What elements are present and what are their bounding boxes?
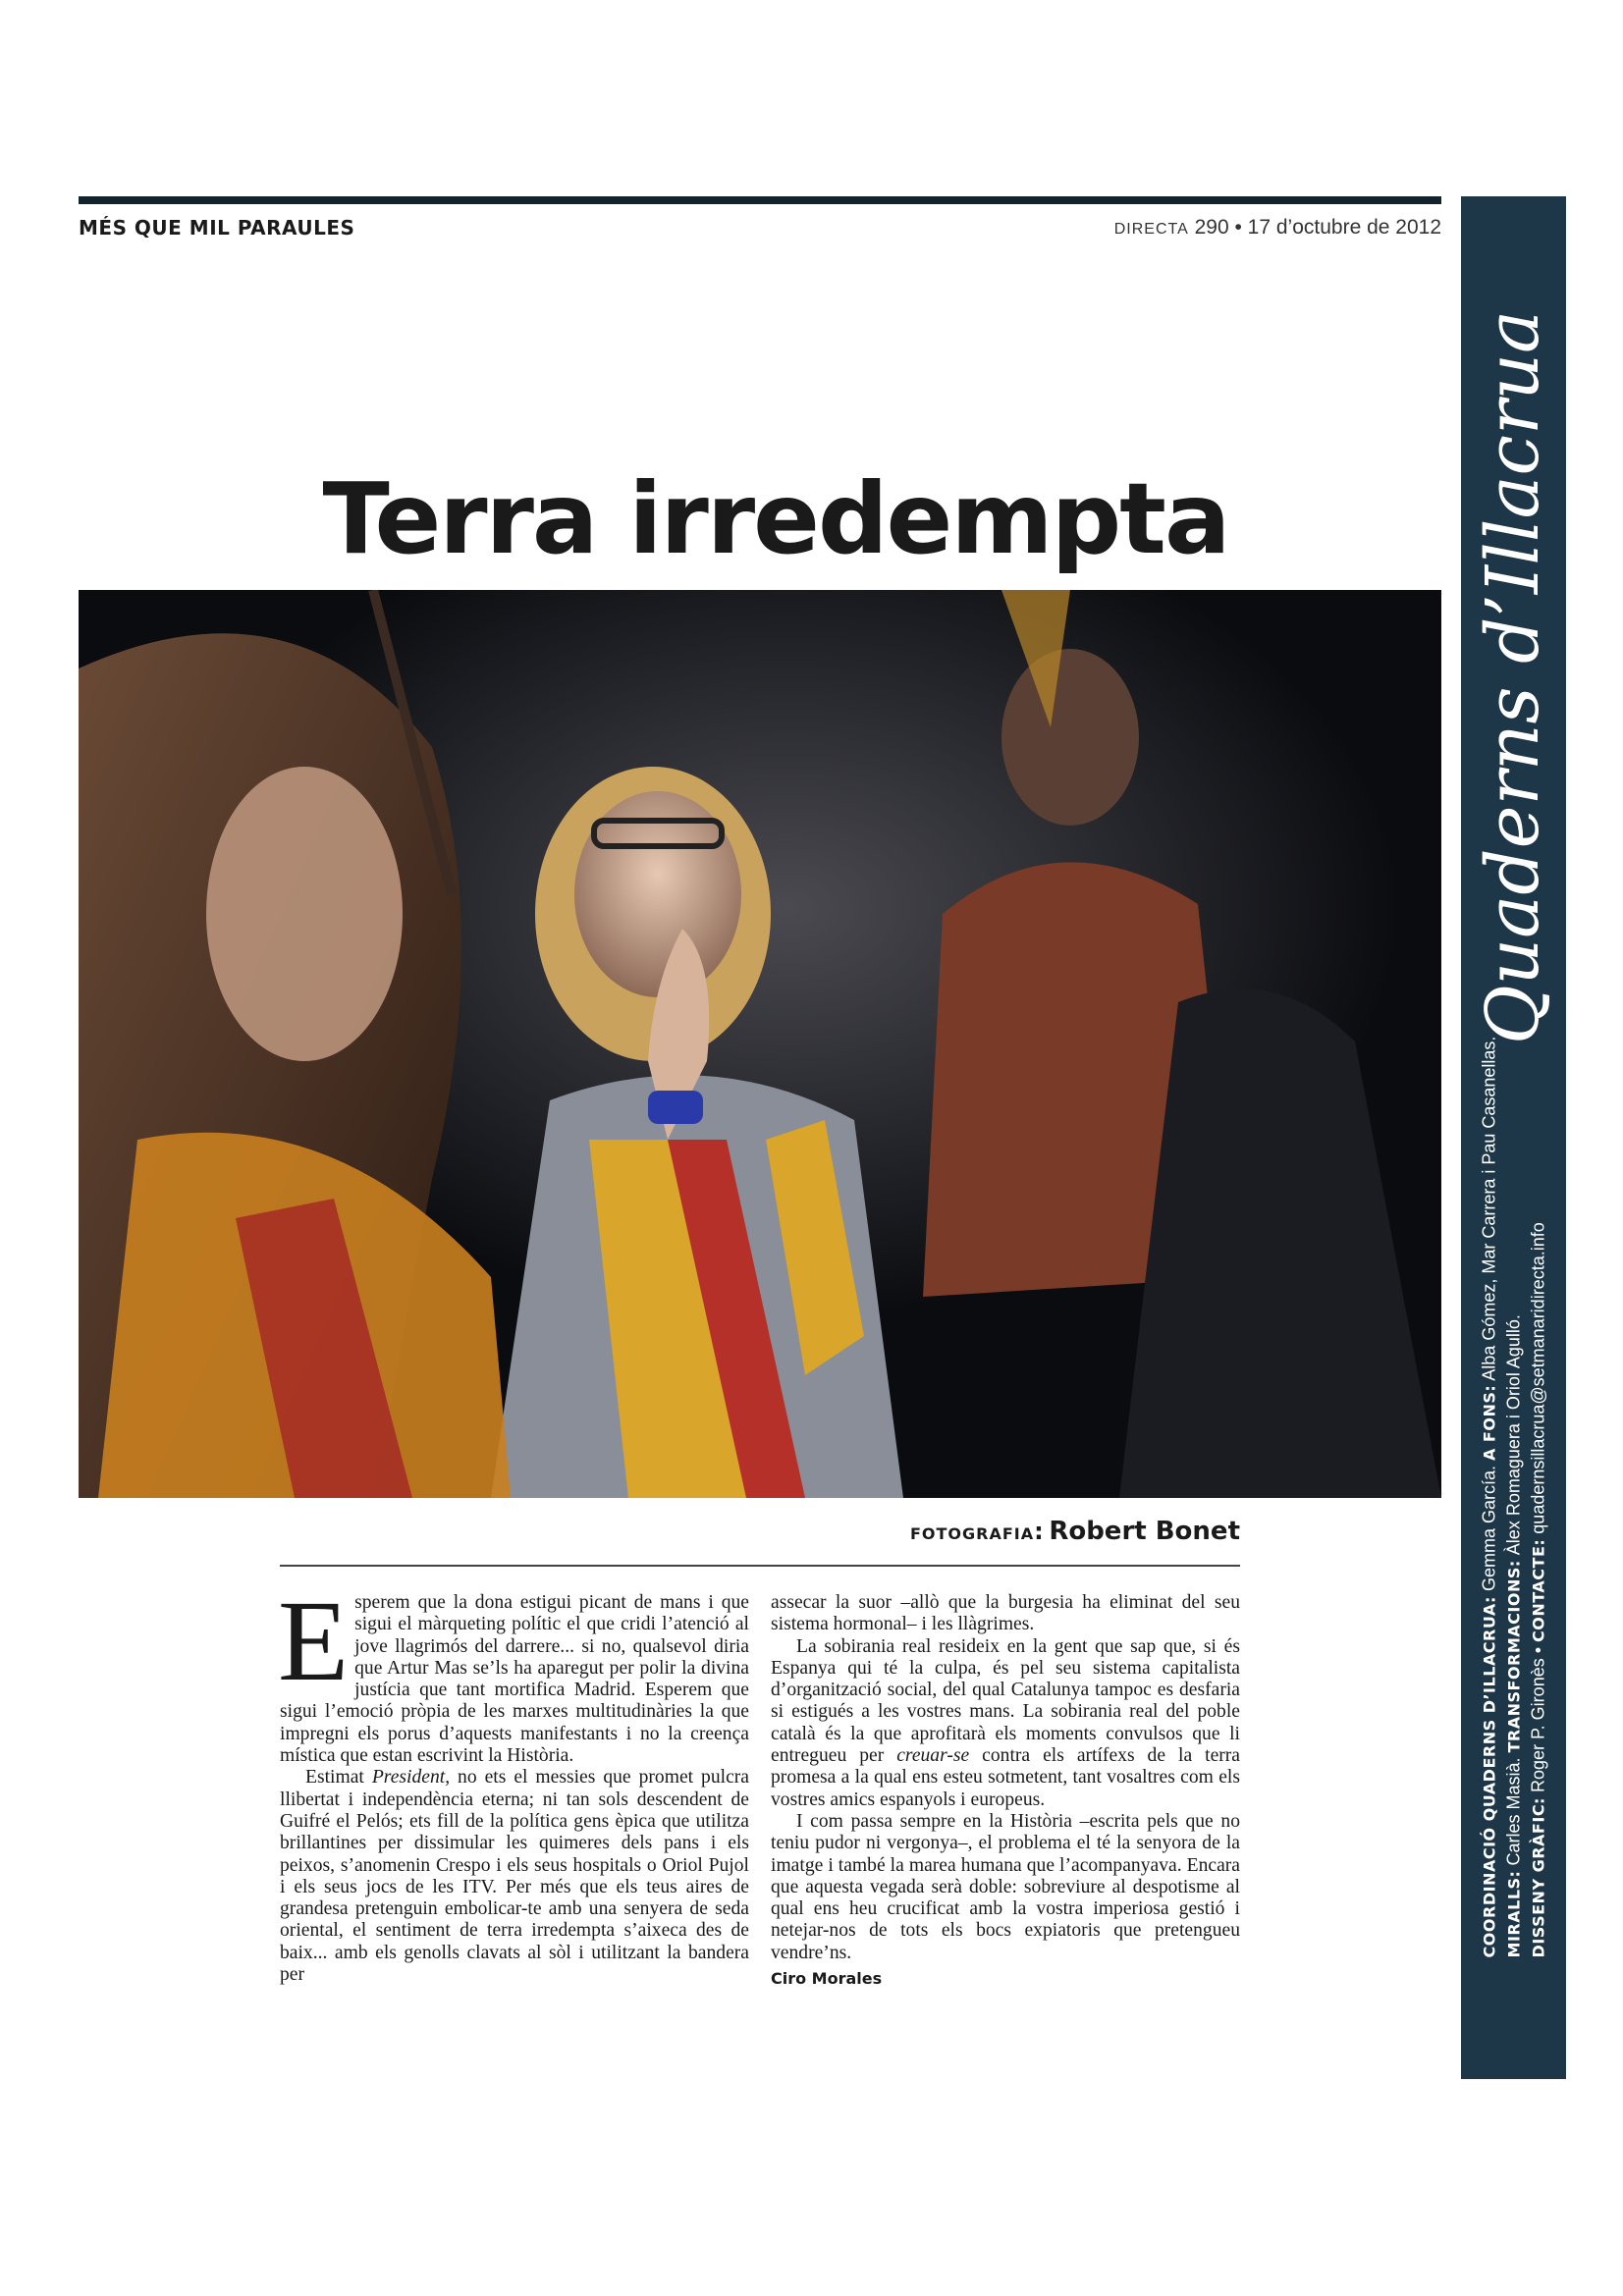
paragraph-4 [771, 1636, 1240, 1811]
paragraph-2-text: , no ets el messies que promet pulcra llibertat i independència eterna; ni tan sols descendent de Guifré el Pelós; ets fill de la política gens èpica que utilitza brillantines per dissimular les quimeres dels pans i els peixos, s’anomenin Crespo i els seus hospitals o Oriol Pujol i els seus jocs de les ITV. Per més que els teus aires de grandesa pretenguin embolicar-te amb una senyera de seda oriental, el sentiment de terra irredempta s’aixeca des de baix... amb els genolls clavats al sòl i utilitzant la bandera per [280, 1767, 749, 1986]
sidebar-title: Quaderns d’Illacrua [1471, 309, 1555, 1045]
credits-text: Carles Masià. [1503, 1752, 1524, 1871]
issue-line [1114, 216, 1441, 240]
publication-name: DIRECTA [1113, 221, 1189, 238]
paragraph-2-start: Estimat [305, 1767, 372, 1789]
credits-line-3 [1527, 1037, 1551, 1958]
credits-label: CONTACTE: [1529, 1538, 1548, 1642]
article-title: Terra irredempta [322, 461, 1229, 576]
paragraph-4-end: contra els artífexs de la terra promesa a la qual ens esteu sotmetent, tant vosaltres com els vostres amics espanyols i europeus. [771, 1745, 1241, 1810]
credits-text: Gemma García. [1479, 1461, 1499, 1597]
header-rule [79, 196, 1441, 204]
credits-label: TRANSFORMACIONS: [1504, 1560, 1524, 1753]
contact-email: quadernsillacrua@setmanaridirecta.info [1528, 1222, 1548, 1539]
article-photo [79, 590, 1441, 1498]
photo-illustration [79, 590, 1441, 1498]
credits-text: Alba Gómez, Mar Carrera i Pau Casanellas. [1479, 1036, 1499, 1385]
photo-credit-label: FOTOGRAFIA [909, 1524, 1035, 1543]
credits-label: A FONS: [1480, 1384, 1499, 1462]
paragraph-4-start: La sobirania real resideix en la gent que sap que, si és Espanya qui té la culpa, és pel seu sistema capitalista d’organització social, del qual Catalunya tampoc es desfaria si estigués a les vostres mans. La sobirania real del poble català és la que aprofitarà els moments convulsos que li entregueu per [771, 1635, 1240, 1767]
credits-text: Roger P. Gironès • [1528, 1641, 1548, 1798]
paragraph-2 [280, 1767, 749, 1986]
sidebar-credits [1478, 1037, 1551, 1958]
emphasis-president: President [371, 1767, 446, 1789]
credits-label: COORDINACIÓ QUADERNS D’ILLACRUA: [1480, 1596, 1499, 1958]
paragraph-1-text: sperem que la dona estigui picant de mans i que sigui el màrqueting polític el que cridi l’atenció al jove llagrimós del darrere... si no, qualsevol diria que Artur Mas se’ls ha aparegut per polir la divina justícia que tant mortifica Madrid. Esperem que sigui l’emoció pròpia de les marxes multitudinàries la que impregni els porus d’aquests manifestants i no la creença mística que estan escrivint la Història. [280, 1592, 749, 1767]
issue-date: 290 • 17 d’octubre de 2012 [1194, 216, 1441, 239]
drop-cap: E [278, 1576, 350, 1705]
emphasis-creuar: creuar-se [896, 1745, 970, 1767]
credits-line-1 [1478, 1037, 1502, 1958]
article-column-1 [278, 1576, 749, 1986]
photo-credit [910, 1517, 1240, 1546]
credits-line-2 [1502, 1037, 1527, 1958]
section-label: MÉS QUE MIL PARAULES [79, 216, 355, 240]
credits-label: DISSENY GRÀFIC: [1529, 1797, 1548, 1958]
photo-credit-colon: : [1034, 1518, 1044, 1545]
paragraph-5: I com passa sempre en la Història –escrita pels que no teniu pudor ni vergonya–, el problema el té la senyora de la imatge i també la marea humana que l’acompanyava. Encara que aquesta vegada serà doble: sobreviure al despotisme al qual ens heu crucificat amb la vostra imperiosa gestió i netejar-nos de tots els bocs expiatoris que pretengueu vendre’ns. [771, 1810, 1240, 1963]
paragraph-1 [278, 1576, 749, 1767]
credit-rule [280, 1565, 1240, 1567]
credits-label: MIRALLS: [1504, 1870, 1524, 1958]
paragraph-3: assecar la suor –allò que la burgesia ha eliminat del seu sistema hormonal– i les llàgrimes. [771, 1592, 1240, 1635]
credits-text: Àlex Romaguera i Oriol Agulló. [1503, 1314, 1524, 1561]
author-byline: Ciro Morales [771, 1969, 883, 1988]
article-column-2 [771, 1592, 1240, 1964]
photographer-name: Robert Bonet [1049, 1517, 1240, 1546]
